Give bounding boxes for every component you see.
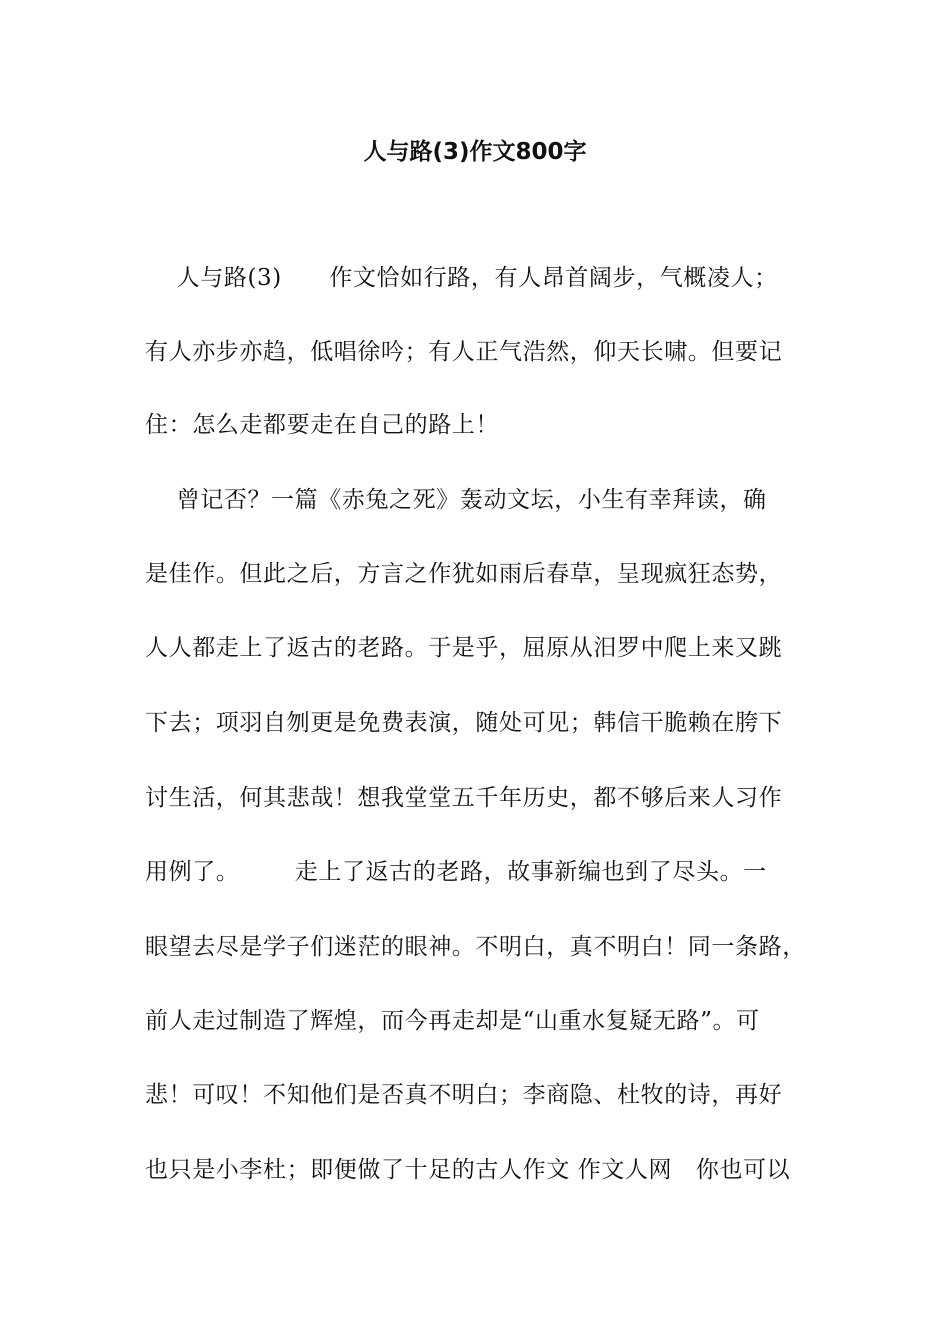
text-line: 眼望去尽是学子们迷茫的眼神。不明白，真不明白！同一条路， [145, 934, 806, 960]
text-line: 曾记否？一篇《赤兔之死》轰动文坛，小生有幸拜读，确 [145, 487, 767, 513]
text-line: 也只是小李杜；即便做了十足的古人作文 作文人网 你也可以 [145, 1157, 791, 1183]
text-line: 讨生活，何其悲哉！想我堂堂五千年历史，都不够后来人习作 [145, 785, 783, 811]
essay-title: 人与路(3)作文800字 [363, 139, 587, 165]
text-line: 下去；项羽自刎更是免费表演，随处可见；韩信干脆赖在胯下 [145, 710, 783, 736]
text-line: 悲！可叹！不知他们是否真不明白；李商隐、杜牧的诗，再好 [145, 1082, 783, 1108]
text-line: 住：怎么走都要走在自己的路上！ [145, 412, 499, 438]
text-line: 用例了。 走上了返古的老路，故事新编也到了尽头。一 [145, 859, 767, 885]
text-line: 前人走过制造了辉煌，而今再走却是“山重水复疑无路”。可 [145, 1008, 760, 1034]
text-line: 人人都走上了返古的老路。于是乎，屈原从汨罗中爬上来又跳 [145, 635, 783, 661]
text-line: 人与路(3) 作文恰如行路，有人昂首阔步，气概凌人； [145, 265, 778, 291]
text-line: 有人亦步亦趋，低唱徐吟；有人正气浩然，仰天长啸。但要记 [145, 339, 783, 365]
text-line: 是佳作。但此之后，方言之作犹如雨后春草，呈现疯狂态势， [145, 561, 783, 587]
